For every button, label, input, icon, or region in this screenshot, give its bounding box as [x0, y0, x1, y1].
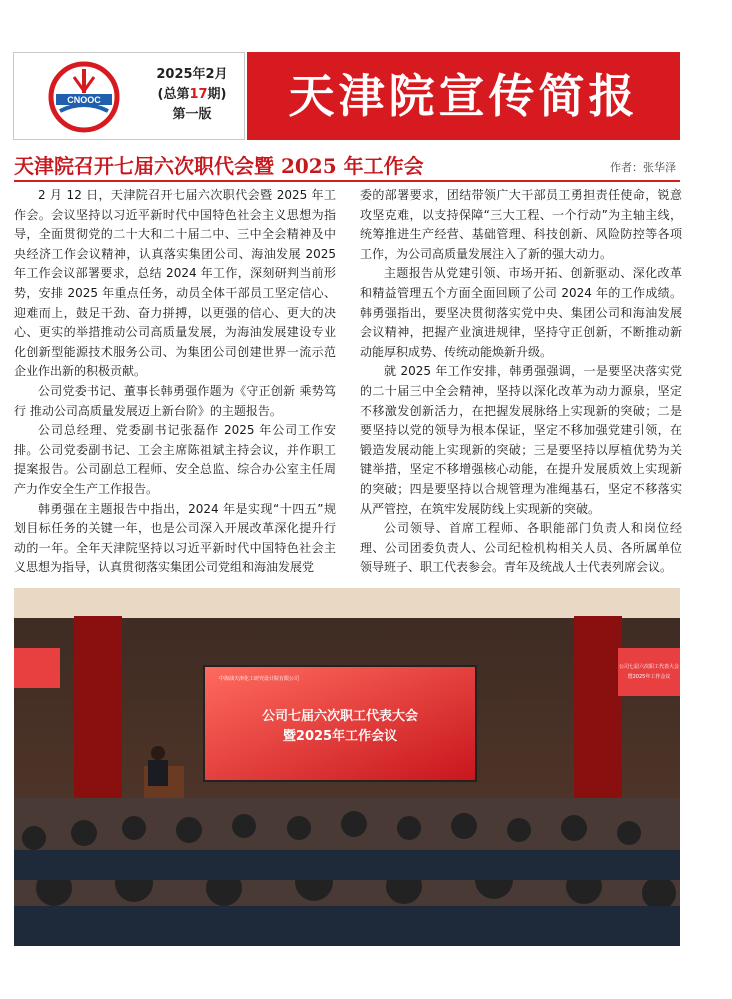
paragraph: 韩勇强在主题报告中指出，2024 年是实现“十四五”规划目标任务的关键一年，也是公司深入开展改革深化提升行动的一年。全年天津院坚持以习近平新时代中国特色社会主义思想为指导，认真贯彻落实集团公司党组和海油发展党 [14, 501, 336, 575]
newsletter-title: 天津院宣传简报 [288, 69, 639, 123]
paragraph: 公司领导、首席工程师、各职能部门负责人和岗位经理、公司团委负责人、公司纪检机构相关人员、各所属单位领导班子、职工代表参会。青年及统战人士代表列席会议。 [360, 521, 682, 575]
title-banner [247, 52, 680, 140]
article-author: 作者：张华泽 [610, 161, 676, 174]
speaker [151, 746, 165, 760]
masthead [13, 52, 680, 140]
svg-text:公司七届六次职工代表大会: 公司七届六次职工代表大会 [618, 664, 680, 670]
article-body [14, 186, 680, 578]
paragraph: 公司党委书记、董事长韩勇强作题为《守正创新 乘势笃行 推动公司高质量发展迈上新台阶》的主题报告。 [14, 383, 336, 418]
article-column-left [14, 186, 336, 578]
main-screen [204, 666, 476, 781]
paragraph: 主题报告从党建引领、市场开拓、创新驱动、深化改革和精益管理五个方面全面回顾了公司 2024 年的工作成绩。韩勇强指出，要坚决贯彻落实党中央、集团公司和海油发展会议精神，把握产业演进规律，坚持守正创新，不断推动新动能厚积成势、传统动能焕新升级。 [360, 266, 682, 359]
issue-date: 2025年2月 [156, 67, 228, 82]
article-headline: 天津院召开七届六次职代会暨 2025 年工作会 [14, 154, 424, 178]
logo-issue-box [13, 52, 245, 140]
paragraph: 就 2025 年工作安排，韩勇强强调，一是要坚决落实党的二十届三中全会精神，坚持以深化改革为动力源泉，坚定不移激发创新活力，在把握发展脉络上实现新的突破；二是要坚持以党的领导为根本保证，坚定不移加强党建引领，在锻造发展动能上实现新的突破；三是要坚持以厚植优势为关键举措，坚定不移增强核心动能，在提升发展质效上实现新的突破；四是要坚持以合规管理为准绳基石，坚定不移落实从严管控，在筑牢发展防线上实现新的突破。 [360, 364, 682, 516]
issue-info [142, 65, 242, 125]
article-column-right [360, 186, 682, 578]
screen-title-line2: 暨2025年工作会议 [282, 729, 398, 744]
issue-edition: 第一版 [172, 107, 212, 122]
svg-text:暨2025年工作会议: 暨2025年工作会议 [627, 674, 671, 680]
screen-org-text: 中海油天津化工研究设计院有限公司 [219, 676, 300, 682]
article-headline-bar [14, 146, 680, 182]
side-screen-right [618, 648, 680, 696]
screen-title-line1: 公司七届六次职工代表大会 [261, 709, 419, 724]
paragraph: 公司总经理、党委副书记张磊作 2025 年公司工作安排。公司党委副书记、工会主席陈祖斌主持会议，并作职工提案报告。公司副总工程师、安全总监、综合办公室主任周产力作安全生产工作报告。 [14, 423, 336, 496]
side-screen-left [14, 648, 60, 688]
paragraph: 2 月 12 日，天津院召开七届六次职代会暨 2025 年工作会。会议坚持以习近平新时代中国特色社会主义思想为指导，全面贯彻党的二十大和二十届二中、三中全会精神及中央经济工作会议精神，认真落实集团公司、海油发展 2025 年工作会议部署要求，总结 2024 年工作，深刻研判当前形势，安排 2025 年重点任务，动员全体干部员工坚定信心、迎难而上，鼓足干劲、奋力拼搏，以更强的信心、更大的决心、更实的举措推动公司高质量发展，为海油发展建设专业化创新型能源技术服务公司、为集团公司创建世界一流示范企业作出新的积极贡献。 [14, 188, 336, 379]
meeting-photo [14, 588, 680, 946]
paragraph: 委的部署要求，团结带领广大干部员工勇担责任使命，锐意攻坚克难，以支持保障“三大工程、一个行动”为主轴主线，统筹推进生产经营、基础管理、科技创新、风险防控等各项工作，为公司高质量发展注入了新的强大动力。 [360, 188, 682, 261]
cnooc-logo-icon [48, 61, 120, 133]
logo-text: CNOOC [67, 95, 101, 105]
issue-total-number: (总第17期) [157, 87, 227, 102]
